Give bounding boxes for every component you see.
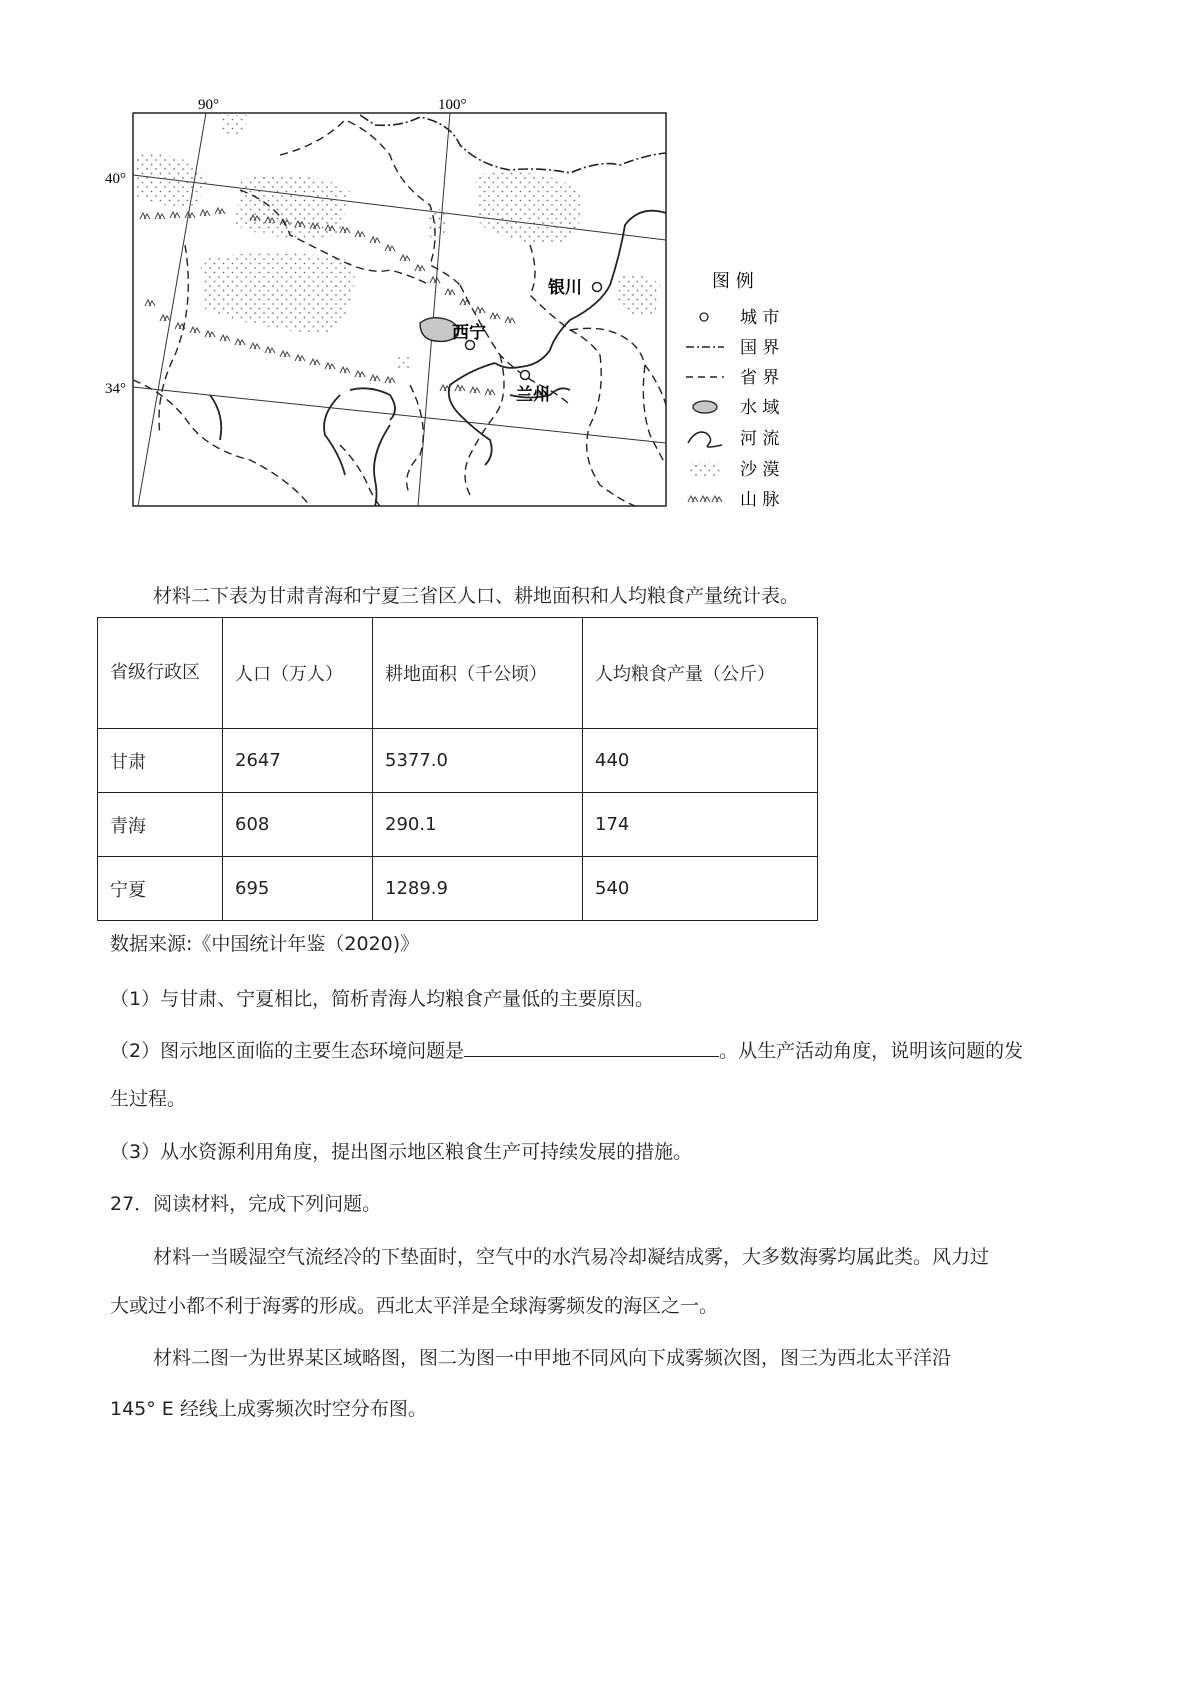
parallel-40 (133, 175, 666, 240)
meridian-100 (418, 113, 450, 506)
legend-title: 图 例 (712, 271, 754, 292)
table-cell: 甘肃 (98, 729, 223, 793)
map-legend (686, 271, 779, 510)
table-row (98, 857, 818, 921)
table-row (98, 793, 818, 857)
table-cell: 1289.9 (373, 857, 583, 921)
lanzhou-city-dot (521, 371, 530, 380)
data-source: 数据来源:《中国统计年鉴（2020)》 (110, 933, 420, 955)
question-2-text-b: 。从生产活动角度，说明该问题的发 (719, 1040, 1024, 1062)
legend-desert-symbol (688, 462, 722, 476)
lat-label-34: 34° (105, 381, 126, 397)
material1-line-2: 大或过小都不利于海雾的形成。西北太平洋是全球海雾频发的海区之一。 (110, 1295, 719, 1317)
legend-river-symbol (688, 432, 722, 447)
question-27-title: 27．阅读材料，完成下列问题。 (110, 1193, 382, 1215)
statistics-table (97, 617, 818, 921)
lat-label-40: 40° (105, 171, 126, 187)
table-cell: 608 (223, 793, 373, 857)
table-header-cell: 省级行政区 (98, 618, 223, 729)
question-2-text-a: （2）图示地区面临的主要生态环境问题是 (110, 1040, 465, 1062)
table-cell: 540 (583, 857, 818, 921)
lon-label-90: 90° (198, 97, 219, 113)
national-border (360, 115, 666, 173)
material2-intro: 材料二下表为甘肃青海和宁夏三省区人口、耕地面积和人均粮食产量统计表。 (153, 585, 800, 607)
legend-item-mountain: 山 脉 (740, 490, 780, 510)
table-header-row (98, 618, 818, 729)
lon-label-100: 100° (438, 97, 467, 113)
city-label-xining: 西宁 (452, 323, 486, 343)
city-label-lanzhou: 兰州 (516, 385, 550, 405)
desert-areas (135, 115, 660, 370)
table-cell: 695 (223, 857, 373, 921)
table-cell: 290.1 (373, 793, 583, 857)
question-2-line-1 (110, 1036, 1023, 1065)
legend-item-desert: 沙 漠 (740, 460, 780, 480)
table-cell: 青海 (98, 793, 223, 857)
parallel-34 (133, 387, 666, 443)
table-cell: 2647 (223, 729, 373, 793)
question-2-line-2: 生过程。 (110, 1088, 187, 1110)
legend-mountain-symbol (688, 496, 722, 502)
legend-item-provincial-border: 省 界 (740, 368, 780, 388)
answer-blank[interactable] (464, 1036, 719, 1057)
region-map (100, 95, 880, 565)
legend-item-city: 城 市 (740, 308, 780, 328)
question-3: （3）从水资源利用角度，提出图示地区粮食生产可持续发展的措施。 (110, 1141, 693, 1163)
material2-line-2: 145° E 经线上成雾频次时空分布图。 (110, 1398, 427, 1420)
city-label-yinchuan: 银川 (548, 278, 582, 298)
provincial-borders (133, 120, 666, 506)
legend-item-national-border: 国 界 (740, 338, 780, 358)
table-cell: 5377.0 (373, 729, 583, 793)
table-cell: 宁夏 (98, 857, 223, 921)
question-1: （1）与甘肃、宁夏相比，简析青海人均粮食产量低的主要原因。 (110, 988, 655, 1010)
table-header-cell: 耕地面积（千公顷） (373, 618, 583, 729)
legend-item-river: 河 流 (740, 429, 780, 449)
table-header-cell: 人口（万人） (223, 618, 373, 729)
legend-city-symbol (700, 313, 708, 321)
table-cell: 440 (583, 729, 818, 793)
material1-line-1: 材料一当暖湿空气流经冷的下垫面时，空气中的水汽易冷却凝结成雾，大多数海雾均属此类。风力过 (153, 1246, 990, 1268)
legend-item-water: 水 域 (740, 398, 780, 418)
legend-water-symbol (693, 401, 717, 413)
table-row (98, 729, 818, 793)
material2-line-1: 材料二图一为世界某区域略图，图二为图一中甲地不同风向下成雾频次图，图三为西北太平洋沿 (153, 1347, 952, 1369)
table-cell: 174 (583, 793, 818, 857)
yinchuan-city-dot (593, 283, 602, 292)
table-header-cell: 人均粮食产量（公斤） (583, 618, 818, 729)
